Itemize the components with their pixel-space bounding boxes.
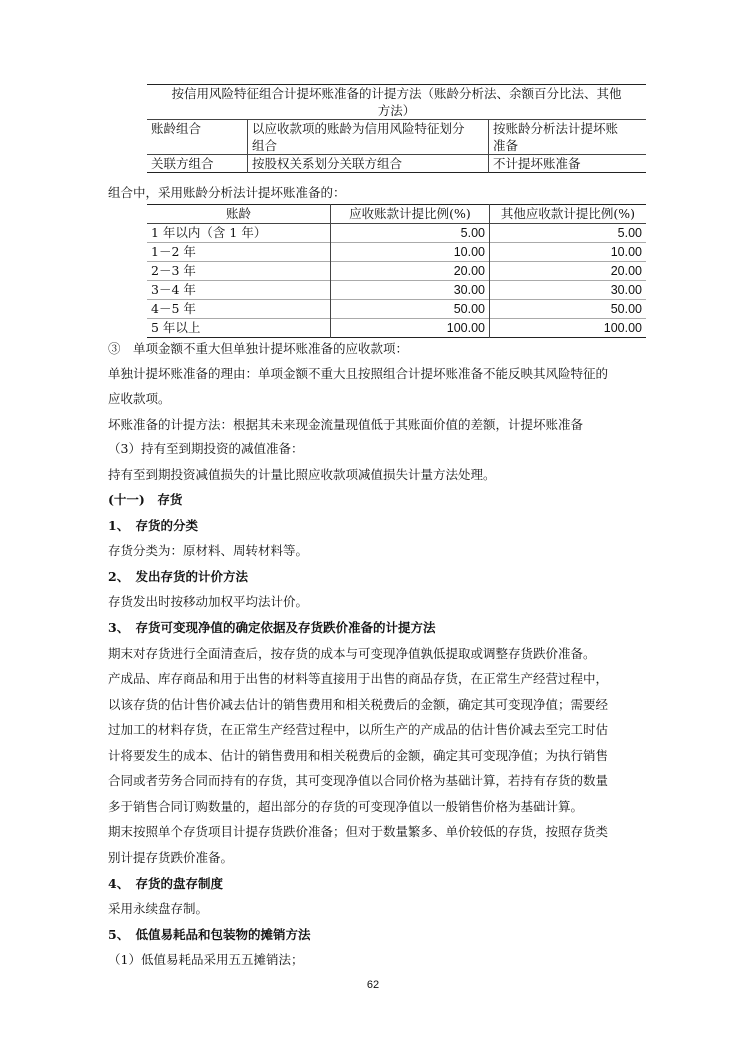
subsection-heading: 1、 存货的分类 <box>108 518 198 533</box>
paragraph: 存货发出时按移动加权平均法计价。 <box>108 594 309 609</box>
table-row <box>147 224 646 243</box>
table-header-line-2: 方法） <box>377 103 416 118</box>
group-name-cell: 关联方组合 <box>147 155 248 173</box>
paragraph: 多于销售合同订购数量的，超出部分的存货的可变现净值以一般销售价格为基础计算。 <box>108 799 584 814</box>
aging-cell: 2－3 年 <box>147 262 331 281</box>
paragraph: 坏账准备的计提方法：根据其未来现金流量现值低于其账面价值的差额，计提坏账准备 <box>108 417 584 432</box>
table-row <box>147 243 646 262</box>
other-ratio-cell: 50.00 <box>490 300 647 319</box>
paragraph: ③ 单项金额不重大但单独计提坏账准备的应收款项： <box>108 341 409 356</box>
paragraph: 采用永续盘存制。 <box>108 901 209 916</box>
table-row <box>147 281 646 300</box>
group-basis-cell <box>248 120 489 155</box>
subsection-heading: 5、 低值易耗品和包装物的摊销方法 <box>108 927 311 942</box>
table-header-line-1: 按信用风险特征组合计提坏账准备的计提方法（账龄分析法、余额百分比法、其他 <box>171 86 622 101</box>
receivable-ratio-cell: 20.00 <box>331 262 490 281</box>
group-basis-line-2: 组合 <box>252 138 278 153</box>
table-row <box>147 262 646 281</box>
paragraph: 存货分类为：原材料、周转材料等。 <box>108 543 309 558</box>
paragraph: 单独计提坏账准备的理由：单项金额不重大且按照组合计提坏账准备不能反映其风险特征的 <box>108 366 609 381</box>
other-ratio-cell: 100.00 <box>490 319 647 338</box>
table-row <box>147 319 646 338</box>
paragraph: 应收款项。 <box>108 391 171 406</box>
aging-intro-text: 组合中，采用账龄分析法计提坏账准备的： <box>108 185 346 200</box>
subsection-heading: 4、 存货的盘存制度 <box>108 876 223 891</box>
paragraph: 过加工的材料存货，在正常生产经营过程中，以所生产的产成品的估计售价减去至完工时估 <box>108 722 609 737</box>
other-ratio-cell: 20.00 <box>490 262 647 281</box>
table-row <box>147 300 646 319</box>
credit-risk-table <box>147 84 646 173</box>
paragraph: 计将要发生的成本、估计的销售费用和相关税费后的金额，确定其可变现净值；为执行销售 <box>108 748 609 763</box>
other-ratio-cell: 30.00 <box>490 281 647 300</box>
table-header-row <box>147 85 646 120</box>
receivable-ratio-cell: 100.00 <box>331 319 490 338</box>
table-row <box>147 120 646 155</box>
group-basis-cell: 按股权关系划分关联方组合 <box>248 155 489 173</box>
table-header-row <box>147 205 646 224</box>
group-method-line-1: 按账龄分析法计提坏账 <box>493 121 619 136</box>
paragraph: 期末对存货进行全面清查后，按存货的成本与可变现净值孰低提取或调整存货跌价准备。 <box>108 646 596 661</box>
table-header-cell <box>147 85 646 120</box>
aging-cell: 4－5 年 <box>147 300 331 319</box>
group-method-line-2: 准备 <box>493 138 519 153</box>
paragraph: 别计提存货跌价准备。 <box>108 850 234 865</box>
header-aging: 账龄 <box>147 205 331 224</box>
section-heading: (十一) 存货 <box>108 492 183 507</box>
page-number: 62 <box>366 979 380 991</box>
subsection-heading: 3、 存货可变现净值的确定依据及存货跌价准备的计提方法 <box>108 620 436 635</box>
group-basis-line-1: 以应收款项的账龄为信用风险特征划分 <box>252 121 465 136</box>
other-ratio-cell: 5.00 <box>490 224 647 243</box>
aging-ratio-table <box>147 204 646 338</box>
receivable-ratio-cell: 10.00 <box>331 243 490 262</box>
paragraph: （1）低值易耗品采用五五摊销法； <box>108 952 304 967</box>
aging-cell: 1－2 年 <box>147 243 331 262</box>
receivable-ratio-cell: 30.00 <box>331 281 490 300</box>
paragraph: （3）持有至到期投资的减值准备： <box>108 441 304 456</box>
aging-cell: 1 年以内（含 1 年） <box>151 225 267 240</box>
paragraph: 合同或者劳务合同而持有的存货，其可变现净值以合同价格为基础计算，若持有存货的数量 <box>108 773 609 788</box>
aging-cell: 3－4 年 <box>147 281 331 300</box>
receivable-ratio-cell: 5.00 <box>331 224 490 243</box>
group-name-cell: 账龄组合 <box>147 120 248 155</box>
paragraph: 持有至到期投资减值损失的计量比照应收款项减值损失计量方法处理。 <box>108 467 496 482</box>
receivable-ratio-cell: 50.00 <box>331 300 490 319</box>
header-other-receivable-ratio: 其他应收款计提比例(%) <box>490 205 647 224</box>
subsection-heading: 2、 发出存货的计价方法 <box>108 569 248 584</box>
group-method-cell: 不计提坏账准备 <box>489 155 647 173</box>
table-row <box>147 155 646 173</box>
other-ratio-cell: 10.00 <box>490 243 647 262</box>
paragraph: 期末按照单个存货项目计提存货跌价准备；但对于数量繁多、单价较低的存货，按照存货类 <box>108 824 609 839</box>
group-method-cell <box>489 120 647 155</box>
paragraph: 以该存货的估计售价减去估计的销售费用和相关税费后的金额，确定其可变现净值；需要经 <box>108 697 609 712</box>
aging-cell: 5 年以上 <box>147 319 331 338</box>
header-receivable-ratio: 应收账款计提比例(%) <box>331 205 490 224</box>
paragraph: 产成品、库存商品和用于出售的材料等直接用于出售的商品存货，在正常生产经营过程中， <box>108 671 609 686</box>
